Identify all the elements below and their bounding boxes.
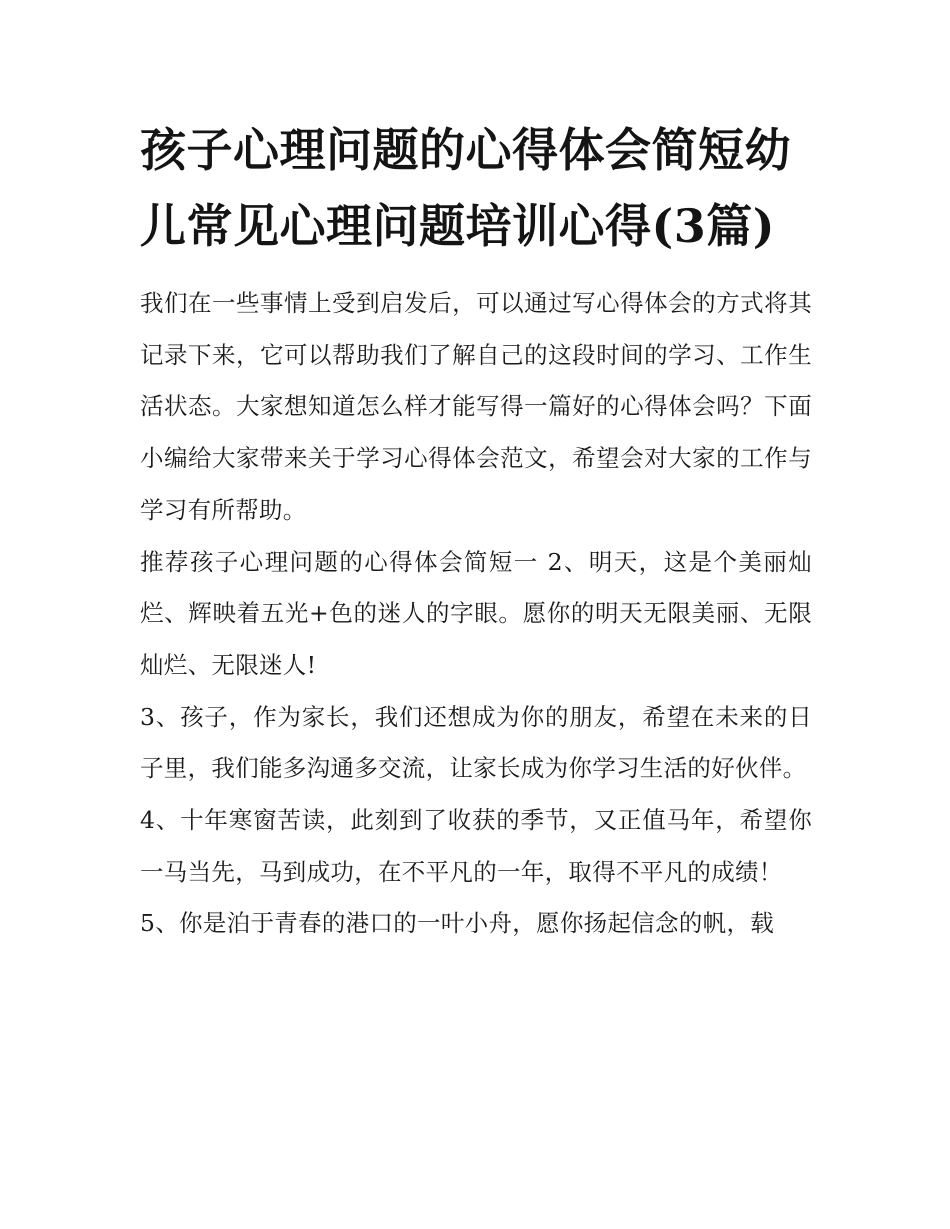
paragraph-item-4: 4、十年寒窗苦读，此刻到了收获的季节，又正值马年，希望你一马当先，马到成功，在不平凡的一年，取得不平凡的成绩！ [140, 806, 812, 886]
paragraph-intro: 我们在一些事情上受到启发后，可以通过写心得体会的方式将其记录下来，它可以帮助我们了解自己的这段时间的学习、工作生活状态。大家想知道怎么样才能写得一篇好的心得体会吗？下面小编给大家带来关于学习心得体会范文，希望会对大家的工作与学习有所帮助。 [140, 289, 812, 524]
document-content [140, 112, 812, 950]
paragraph-item-3: 3、孩子，作为家长，我们还想成为你的朋友，希望在未来的日子里，我们能多沟通多交流，让家长成为你学习生活的好伙伴。 [140, 702, 812, 783]
paragraph-item-2: 推荐孩子心理问题的心得体会简短一 2、明天，这是个美丽灿烂、辉映着五光+色的迷人的字眼。愿你的明天无限美丽、无限灿烂、无限迷人! [140, 547, 812, 679]
document-body [140, 278, 812, 950]
document-title: 孩子心理问题的心得体会简短幼儿常见心理问题培训心得(3篇) [140, 123, 791, 253]
paragraph-item-5: 5、你是泊于青春的港口的一叶小舟，愿你扬起信念的帆，载 [140, 909, 775, 938]
